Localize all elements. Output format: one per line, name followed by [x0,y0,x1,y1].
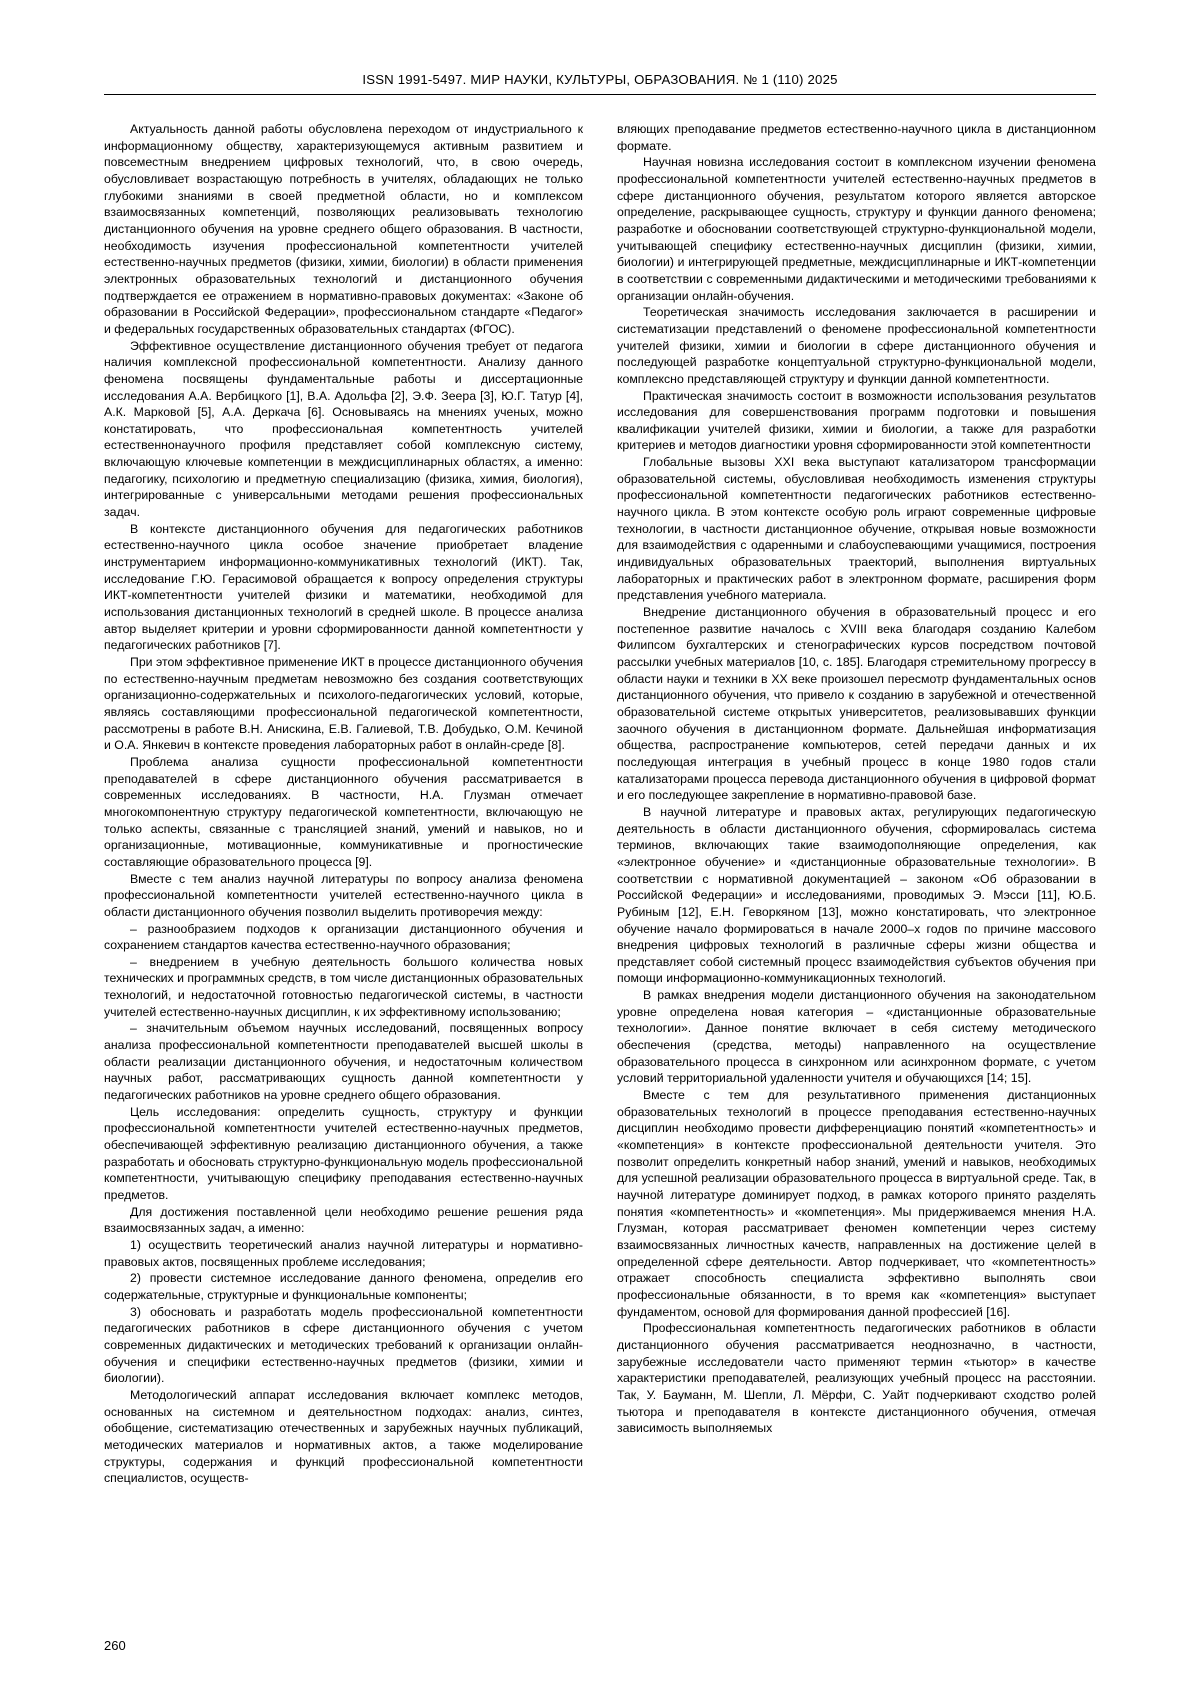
list-item: – значительным объемом научных исследований, посвященных вопросу анализа профессиональной компетентности преподавателей высшей школы в области реализации дистанционного обучения, и недостаточным количеством научных работ, рассматривающих сущность данной компетентности у педагогических работников на уровне среднего общего образования. [104,1021,583,1103]
list-item: 2) провести системное исследование данного феномена, определив его содержательные, структурные и функциональные компоненты; [104,1271,583,1302]
paragraph: Внедрение дистанционного обучения в образовательный процесс и его постепенное развитие началось с XVIII века благодаря созданию Калебом Филипсом бухгалтерских и стенографических курсов посредством почтовой рассылки учебных материалов [10, с. 185]. Благодаря стремительному прогрессу в области науки и техники в XX веке произошел пересмотр фундаментальных основ дистанционного обучения, что привело к созданию в зарубежной и отечественной образовательной системе открытых университетов, реализовывавших функции заочного обучения в дистанционном формате. Дальнейшая информатизация общества, распространение компьютеров, сетей передачи данных и их последующая интеграция в учебный процесс в конце 1980 годов стали катализаторами процесса перевода дистанционного обучения в цифровой формат и его последующее закрепление в нормативно-правовой базе. [617,605,1096,803]
paragraph: Теоретическая значимость исследования заключается в расширении и систематизации представлений о феномене профессиональной компетентности учителей физики, химии и биологии в сфере дистанционного обучения и последующей разработке концептуальной структурно-функциональной модели, комплексно представляющей структуру и функции данной компетентности. [617,305,1096,386]
list-item: 1) осуществить теоретический анализ научной литературы и нормативно-правовых актов, посвященных проблеме исследования; [104,1237,583,1269]
paragraph: Актуальность данной работы обусловлена переходом от индустриального к информационному обществу, характеризующемуся активным развитием и повсеместным внедрением цифровых технологий, что, в свою очередь, обусловливает возрастающую потребность в учителях, обладающих не только глубокими знаниями в своей предметной области, но и комплексом взаимосвязанных компетенций, позволяющих реализовывать технологию дистанционного обучения на уровне среднего общего образования. В частности, необходимость изучения профессиональной компетентности учителей естественно-научных предметов (физики, химии, биологии) в области применения электронных образовательных технологий и дистанционного обучения подтверждается ее отражением в нормативно-правовых документах: «Законе об образовании в Российской Федерации», профессиональном стандарте «Педагог» и федеральных государственных образовательных стандартах (ФГОС). [104,122,583,336]
list-item: – разнообразием подходов к организации дистанционного обучения и сохранением стандартов качества естественно-научного образования; [104,921,583,953]
left-column [104,121,583,1487]
list-item: 3) обосновать и разработать модель профессиональной компетентности педагогических работников в сфере дистанционного обучения с учетом современных дидактических и методических требований к организации онлайн-обучения и специфики естественно-научных предметов (физики, химии и биологии). [104,1304,583,1386]
paragraph: Профессиональная компетентность педагогических работников в области дистанционного обучения рассматривается неоднозначно, в частности, зарубежные исследователи часто применяют термин «тьютор» в качестве характеристики преподавателей, реализующих учебный процесс на расстоянии. Так, У. Бауманн, М. Шепли, Л. Мёрфи, С. Уайт подчеркивают сходство ролей тьютора и преподавателя в контексте дистанционного обучения, отмечая зависимость выполняемых [617,1321,1096,1436]
paragraph: Научная новизна исследования состоит в комплексном изучении феномена профессиональной компетентности учителей естественно-научных предметов в сфере дистанционного обучения, результатом которого является авторское определение, раскрывающее сущность, структуру и функции данного феномена; разработке и обосновании соответствующей структурно-функциональной модели, учитывающей специфику естественно-научных дисциплин (физики, химии, биологии) и интегрирующей предметные, междисциплинарные и ИКТ-компетенции в соответствии с современными дидактическими и методическими требованиями к организации онлайн-обучения. [617,155,1096,303]
paragraph: Глобальные вызовы XXI века выступают катализатором трансформации образовательной системы, обусловливая необходимость изменения структуры профессиональной компетентности педагогических работников естественно-научного цикла. В этом контексте особую роль играют современные цифровые технологии, в частности дистанционное обучение, открывая новые возможности для взаимодействия с одаренными и слабоуспевающими учащимися, построения индивидуальных образовательных траекторий, выполнения виртуальных лабораторных и практических работ в электронном формате, расширения форм представления учебного материала. [617,455,1096,603]
paragraph: Для достижения поставленной цели необходимо решение решения ряда взаимосвязанных задач, а именно: [104,1204,583,1236]
paragraph: Вместе с тем анализ научной литературы по вопросу анализа феномена профессиональной компетентности учителей естественно-научного цикла в области дистанционного обучения позволил выделить противоречия между: [104,871,583,919]
paragraph: В контексте дистанционного обучения для педагогических работников естественно-научного цикла особое значение приобретает владение инструментарием информационно-коммуникативных технологий (ИКТ). Так, исследование Г.Ю. Герасимовой обращается к вопросу определения структуры ИКТ-компетентности учителей физики и математики, необходимой для использования дистанционных технологий в средней школе. В процессе анализа автор выделяет критерии и уровни сформированности данной компетентности у педагогических работников [7]. [104,521,583,653]
right-column [617,121,1096,1437]
paragraph-continuation: вляющих преподавание предметов естественно-научного цикла в дистанционном формате. [617,122,1096,153]
page-number: 260 [104,1638,126,1653]
paragraph: В научной литературе и правовых актах, регулирующих педагогическую деятельность в области дистанционного обучения, сформировалась система терминов, включающих такие взаимодополняющие определения, как «электронное обучение» и «дистанционные образовательные технологии». В соответствии с нормативной документацией – законом «Об образовании в Российской Федерации» и исследованиями, проводимых Э. Мэсси [11], Ю.Б. Рубиным [12], Е.Н. Геворкяном [13], можно констатировать, что электронное обучение начало формироваться в начале 2000–х годов по причине массового внедрения цифровых технологий в различные сферы жизни общества и представляет собой системный процесс взаимодействия субъектов обучения при помощи информационно-коммуникационных технологий. [617,804,1096,986]
paragraph: Вместе с тем для результативного применения дистанционных образовательных технологий в процессе преподавания естественно-научных дисциплин необходимо провести дифференциацию понятий «компетентность» и «компетенция» в контексте профессиональной деятельности учителя. Это позволит определить конкретный набор знаний, умений и навыков, необходимых для успешной реализации образовательного процесса в виртуальной среде. Так, в научной литературе доминирует подход, в рамках которого принято разделять понятия «компетентность» и «компетенция». Мы придерживаемся мнения Н.А. Глузман, которая рассматривает феномен компетенции через систему взаимосвязанных личностных качеств, направленных на достижение целей в определенной сфере деятельности. Автор подчеркивает, что «компетентность» отражает способность специалиста эффективно выполнять свои профессиональные обязанности, в то время как «компетенция» выступает фундаментом, основой для формирования данной профессией [16]. [617,1088,1096,1319]
list-item: – внедрением в учебную деятельность большого количества новых технических и программных средств, в том числе дистанционных образовательных технологий, и недостаточной готовностью педагогической системы, в частности учителей естественно-научных дисциплин, к их эффективному использованию; [104,954,583,1019]
paragraph: Цель исследования: определить сущность, структуру и функции профессиональной компетентности учителей естественно-научных предметов, обеспечивающей эффективную реализацию дистанционного обучения, а также разработать и обосновать структурно-функциональную модель профессиональной компетентности, учитывающую специфику преподавания естественно-научных предметов. [104,1104,583,1202]
paragraph: Методологический аппарат исследования включает комплекс методов, основанных на системном и деятельностном подходах: анализ, синтез, обобщение, систематизацию отечественных и зарубежных научных публикаций, методических материалов и нормативных актов, а также моделирование структуры, содержания и функций профессиональной компетентности специалистов, осуществ- [104,1387,583,1486]
paragraph: При этом эффективное применение ИКТ в процессе дистанционного обучения по естественно-научным предметам невозможно без создания соответствующих организационно-содержательных и психолого-педагогических условий, которые, являясь составляющими профессиональной педагогической компетентности, рассмотрены в работе В.Н. Анискина, Е.В. Галиевой, Т.В. Добудько, О.М. Кечиной и О.А. Янкевич в контексте проведения лабораторных работ в онлайн-среде [8]. [104,655,583,753]
paragraph: Практическая значимость состоит в возможности использования результатов исследования для совершенствования программ подготовки и повышения квалификации учителей физики, химии и биологии, а также для разработки критериев и методов диагностики уровня сформированности этой компетентности [617,388,1096,453]
paragraph: Эффективное осуществление дистанционного обучения требует от педагога наличия комплексной профессиональной компетентности. Анализу данного феномена посвящены фундаментальные работы и диссертационные исследования А.А. Вербицкого [1], В.А. Адольфа [2], Э.Ф. Зеера [3], Ю.Г. Татур [4], А.К. Марковой [5], А.А. Деркача [6]. Основываясь на мнениях ученых, можно констатировать, что профессиональная компетентность учителей естественнонаучного профиля представляет собой комплексную систему, включающую ключевые компетенции в междисциплинарных областях, а именно: педагогику, психологию и предметную специализацию (физика, химия, биология), интегрированные с универсальными методами решения профессиональных задач. [104,338,583,520]
running-head: ISSN 1991-5497. МИР НАУКИ, КУЛЬТУРЫ, ОБРАЗОВАНИЯ. № 1 (110) 2025 [104,72,1096,95]
paragraph: Проблема анализа сущности профессиональной компетентности преподавателей в сфере дистанционного обучения рассматривается в современных исследованиях. В частности, Н.А. Глузман отмечает многокомпонентную структуру педагогической компетентности, включающую не только аспекты, связанные с трансляцией знаний, умений и навыков, но и организационные, мотивационные, коммуникативные и прогностические составляющие образовательного процесса [9]. [104,754,583,869]
two-column-body [104,121,1096,1487]
paragraph: В рамках внедрения модели дистанционного обучения на законодательном уровне определена новая категория – «дистанционные образовательные технологии». Данное понятие включает в себя систему методического обеспечения (средства, методы) направленного на осуществление образовательного процесса в синхронном или асинхронном формате, с учетом условий территориальной удаленности учителя и обучающихся [14; 15]. [617,988,1096,1086]
